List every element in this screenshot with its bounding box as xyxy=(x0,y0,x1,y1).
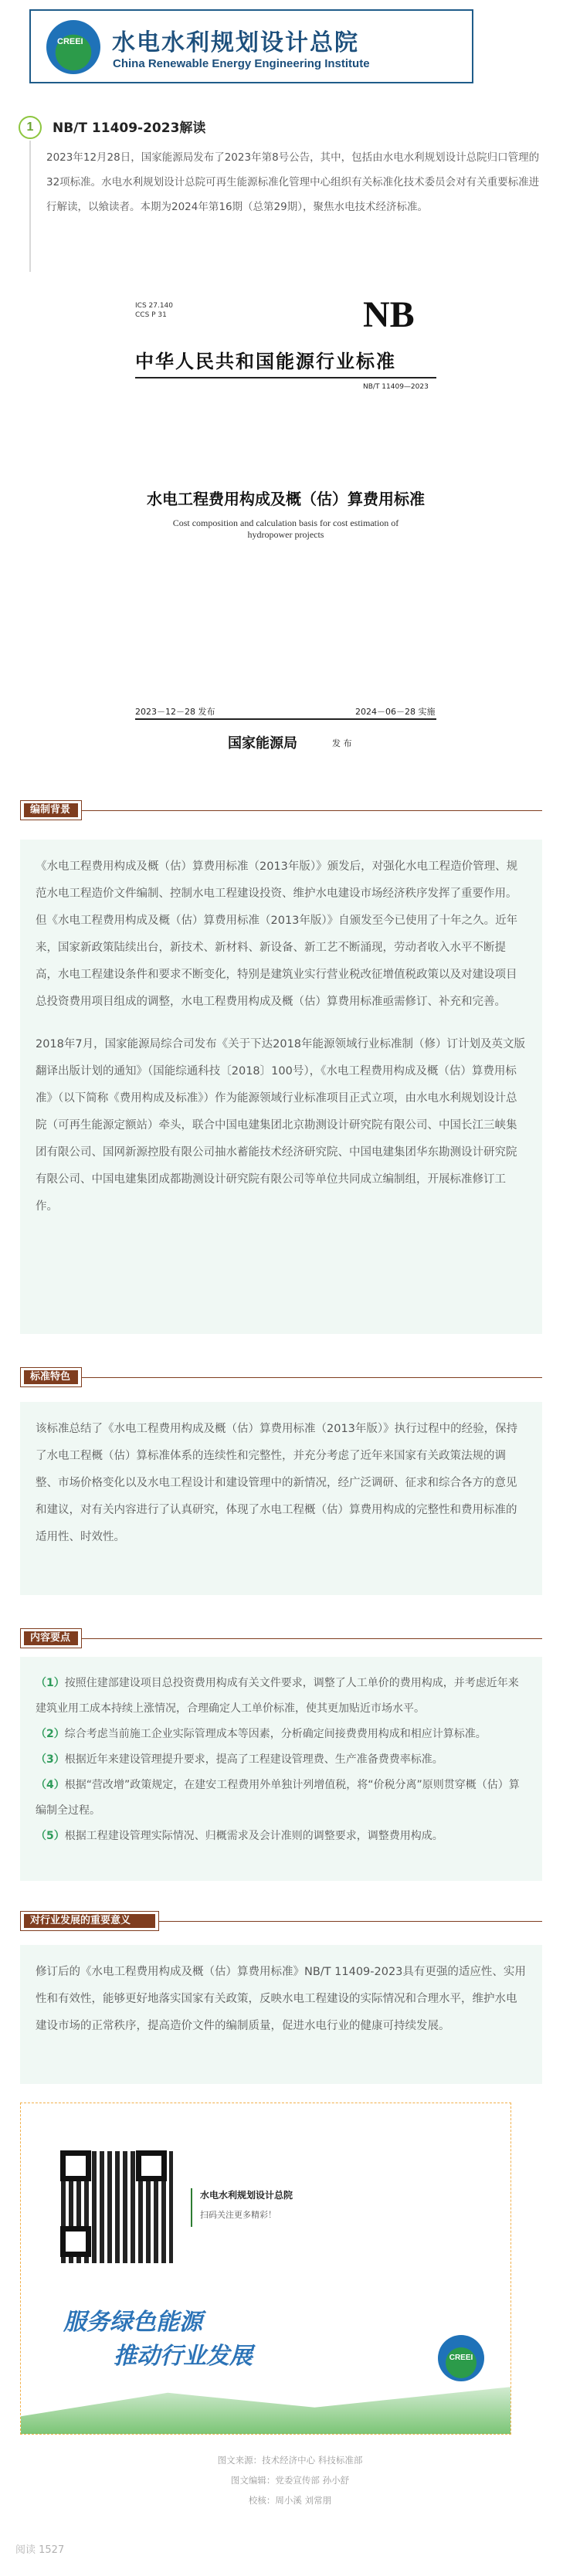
creei-logo: CREEI xyxy=(46,20,100,74)
promo-slogan-2: 推动行业发展 xyxy=(114,2343,253,2370)
key-point-item: （5）根据工程建设管理实际情况、归概需求及会计准则的调整要求，调整费用构成。 xyxy=(36,1830,443,1842)
promo-divider xyxy=(191,2188,192,2227)
cover-publisher-suffix: 发 布 xyxy=(332,738,352,748)
creei-logo: CREEI xyxy=(438,2335,484,2381)
section-tag-line xyxy=(82,1638,542,1639)
significance-text-box xyxy=(20,1945,542,2084)
cover-publish-date: 2023－12－28 发布 xyxy=(135,707,215,717)
promo-scan-hint: 扫码关注更多精彩！ xyxy=(200,2210,276,2220)
credits-source: 图文来源：技术经济中心 科技标准部 xyxy=(217,2455,363,2466)
features-paragraph: 该标准总结了《水电工程费用构成及概（估）算费用标准（2013年版）》执行过程中的经验，保持了水电工程概（估）算标准体系的连续性和完整性，并充分考虑了近年来国家有关政策法规的调整、市场价格变化以及水电工程设计和建设管理中的新情况，经广泛调研、征求和综合各方的意见和建议，对有关内容进行了认真研究，体现了水电工程概（估）算费用构成的完整性和费用标准的适用性、时效性。 xyxy=(36,1423,518,1543)
promo-slogan-1: 服务绿色能源 xyxy=(63,2309,202,2336)
section-tag-features: 标准特色 xyxy=(20,1367,82,1387)
credits-editor: 图文编辑：党委宣传部 孙小舒 xyxy=(230,2475,350,2486)
cover-ics-code: ICS 27.140 CCS P 31 xyxy=(135,302,174,319)
credits-reviewer: 校核：周小溪 刘常朋 xyxy=(248,2495,332,2506)
section-title: NB/T 11409-2023解读 xyxy=(53,120,206,136)
qr-finder-pattern xyxy=(60,2226,91,2257)
key-point-item: （2）综合考虑当前施工企业实际管理成本等因素，分析确定间接费费用构成和相应计算标准。 xyxy=(36,1728,487,1740)
cover-publisher: 国家能源局 xyxy=(228,735,297,752)
intro-paragraph: 2023年12月28日，国家能源局发布了2023年第8号公告，其中，包括由水电水利规划设计总院归口管理的32项标准。水电水利规划设计总院可再生能源标准化管理中心组织有关标准化技术委员会对有关重要标准进行解读，以飨读者。本期为2024年第16期（总第29期），聚焦水电技术经济标准。 xyxy=(46,151,540,213)
cover-rule-bottom xyxy=(135,718,436,720)
cover-standard-title: 水电工程费用构成及概（估）算费用标准 xyxy=(147,490,425,508)
key-points-box xyxy=(20,1657,542,1881)
cover-standard-title-en: Cost composition and calculation basis for cost estimation of hydropower projects xyxy=(172,518,399,540)
background-paragraph-1: 《水电工程费用构成及概（估）算费用标准（2013年版）》颁发后，对强化水电工程造价管理、规范水电工程造价文件编制、控制水电工程建设投资、维护水电建设市场经济秩序发挥了重要作用。但《水电工程费用构成及概（估）算费用标准（2013年版）》自颁发至今已使用了十年之久。近年来，国家新政策陆续出台，新技术、新材料、新设备、新工艺不断涌现，劳动者收入水平不断提高，水电工程建设条件和要求不断变化，特别是建筑业实行营业税改征增值税政策以及对建设项目总投资费用项目组成的调整，水电工程费用构成及概（估）算费用标准亟需修订、补充和完善。 xyxy=(36,860,518,1008)
section-tag-line xyxy=(82,810,542,811)
section-tag-significance: 对行业发展的重要意义 xyxy=(20,1911,159,1931)
significance-paragraph: 修订后的《水电工程费用构成及概（估）算费用标准》NB/T 11409-2023具有更强的适应性、实用性和有效性，能够更好地落实国家有关政策，反映水电工程建设的实际情况和合理水平，维护水电建设市场的正常秩序，提高造价文件的编制质量，促进水电行业的健康可持续发展。 xyxy=(36,1966,526,2032)
section-tag-key-points: 内容要点 xyxy=(20,1628,82,1648)
cover-org-title: 中华人民共和国能源行业标准 xyxy=(135,350,396,372)
cover-standard-number: NB/T 11409—2023 xyxy=(363,383,429,391)
cover-rule xyxy=(135,377,436,378)
key-point-item: （3）根据近年来建设管理提升要求，提高了工程建设管理费、生产准备费费率标准。 xyxy=(36,1753,443,1766)
section-tag-line xyxy=(159,1921,542,1922)
follow-promo-card xyxy=(20,2103,511,2435)
promo-org-name: 水电水利规划设计总院 xyxy=(200,2190,293,2201)
cover-implement-date: 2024－06－28 实施 xyxy=(355,707,436,717)
qr-finder-pattern xyxy=(136,2150,167,2181)
section-tag-line xyxy=(82,1377,542,1378)
section-tag-background: 编制背景 xyxy=(20,800,82,820)
timeline-divider xyxy=(29,141,31,272)
brand-header xyxy=(29,9,473,83)
cover-nb-mark: NB xyxy=(363,294,415,335)
key-point-item: （1）按照住建部建设项目总投资费用构成有关文件要求，调整了人工单价的费用构成，并考虑近年来建筑业用工成本持续上涨情况，合理确定人工单价标准，使其更加贴近市场水平。 xyxy=(36,1677,519,1715)
background-paragraph-2: 2018年7月，国家能源局综合司发布《关于下达2018年能源领域行业标准制（修）订计划及英文版翻译出版计划的通知》（国能综通科技〔2018〕100号），《水电工程费用构成及概（估）算费用标准》（以下简称《费用构成及标准》）作为能源领域行业标准项目正式立项，由水电水利规划设计总院（可再生能源定额站）牵头，联合中国电建集团北京勘测设计研究院有限公司、中国长江三峡集团有限公司、国网新源控股有限公司抽水蓄能技术经济研究院、中国电建集团华东勘测设计研究院有限公司、中国电建集团成都勘测设计研究院有限公司等单位共同成立编制组，开展标准修订工作。 xyxy=(36,1038,526,1213)
features-text-box xyxy=(20,1402,542,1595)
background-text-box xyxy=(20,840,542,1334)
green-landscape-illustration xyxy=(21,2375,510,2434)
qr-finder-pattern xyxy=(60,2150,91,2181)
org-name-en: China Renewable Energy Engineering Institute xyxy=(113,57,370,70)
read-count: 阅读 1527 xyxy=(15,2544,65,2556)
key-point-item: （4）根据“营改增”政策规定，在建安工程费用外单独计列增值税，将“价税分离”原则贯穿概（估）算编制全过程。 xyxy=(36,1779,520,1817)
standard-cover-image xyxy=(108,286,463,752)
org-name-cn: 水电水利规划设计总院 xyxy=(112,29,359,56)
section-number-badge: 1 xyxy=(19,116,42,139)
